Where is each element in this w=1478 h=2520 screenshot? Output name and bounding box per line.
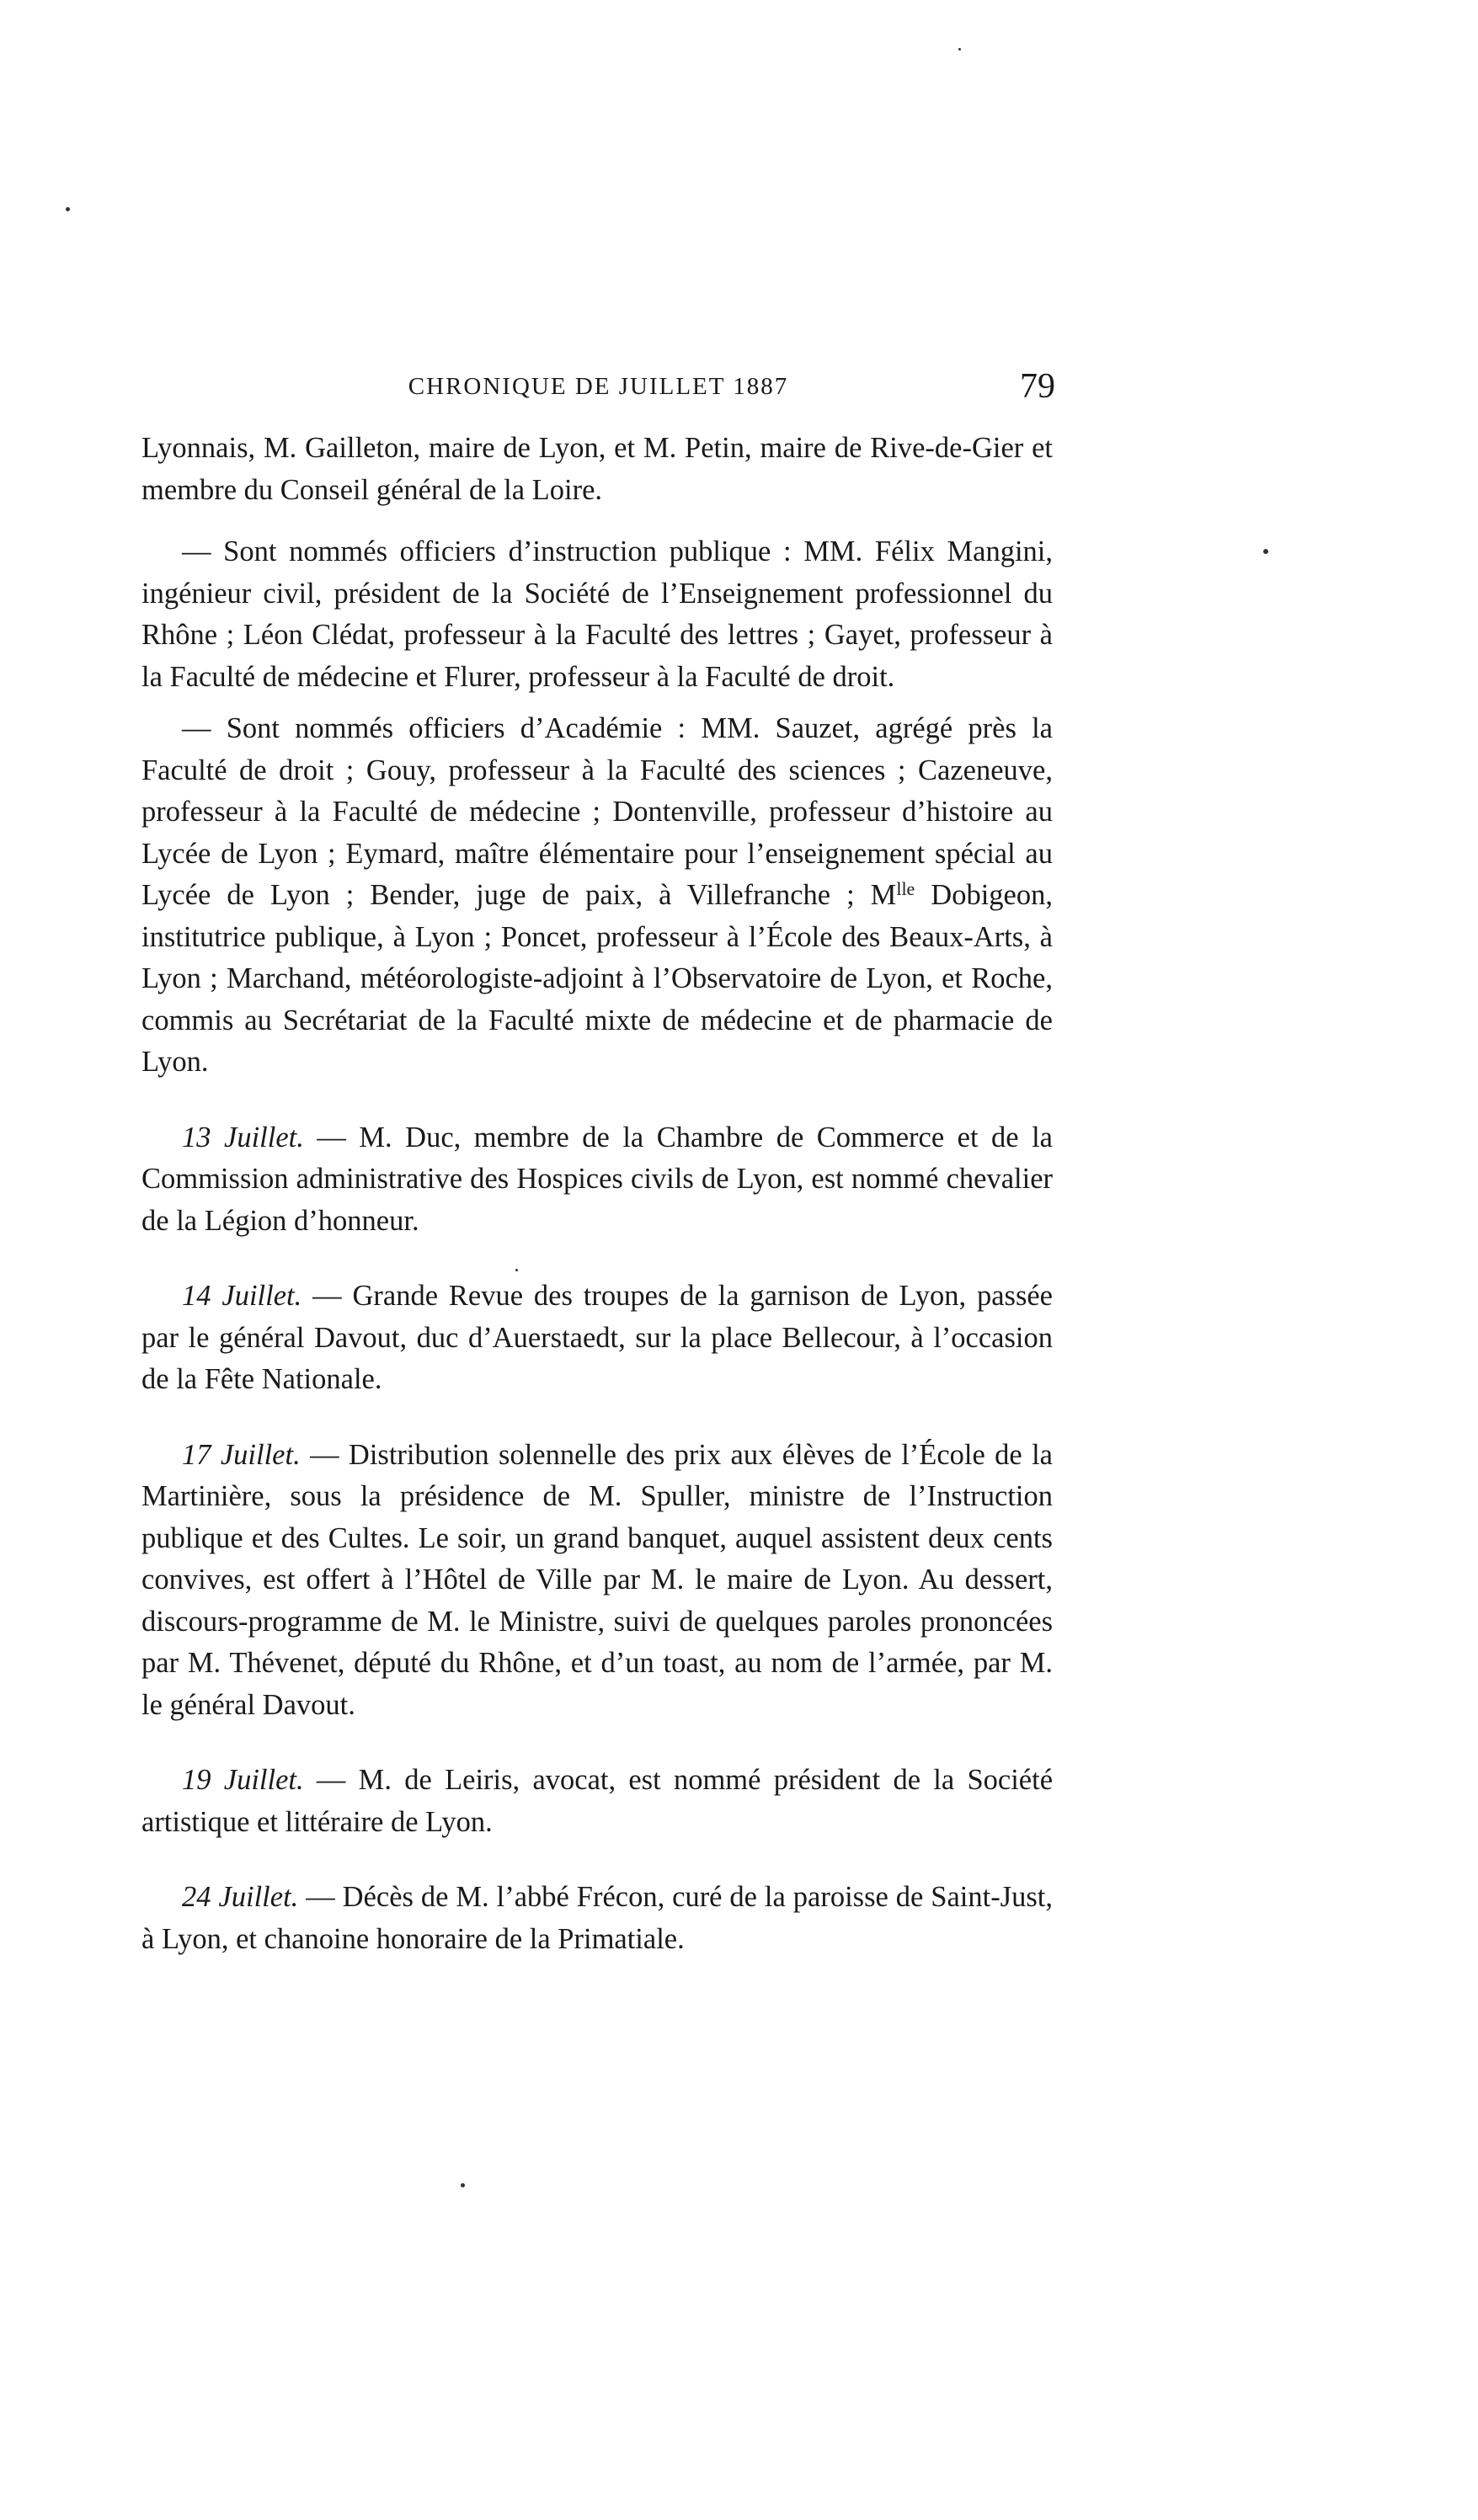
paragraph-officiers-academie <box>141 708 1053 1084</box>
paper-speck <box>515 1269 518 1271</box>
entry-date: 24 Juillet. <box>182 1881 299 1913</box>
paragraph-text: Lyonnais, M. Gailleton, maire de Lyon, et M. Petin, maire de Rive-de-Gier et membre du Conseil général de la Loire. <box>141 432 1053 506</box>
paper-speck <box>66 207 70 211</box>
entry-date: 19 Juillet. <box>182 1764 304 1796</box>
paragraph-text: Dobigeon, institutrice publique, à Lyon ; Poncet, professeur à l’École des Beaux-Arts, à Lyon ; Marchand, météorologiste-adjoint à l’Observatoire de Lyon, et Roche, commis au Secrétariat de la Faculté mixte de médecine et de pharmacie de Lyon. <box>141 879 1053 1078</box>
paragraph-text: — Sont nommés officiers d’instruction publique : MM. Félix Mangini, ingénieur civil, président de la Société de l’Enseignement professionnel du Rhône ; Léon Clédat, professeur à la Faculté des lettres ; Gayet, professeur à la Faculté de médecine et Flurer, professeur à la Faculté de droit. <box>141 535 1053 693</box>
page-number: 79 <box>1020 367 1055 406</box>
entry-date: 13 Juillet. <box>182 1121 304 1153</box>
paragraph-instruction-publique <box>141 531 1053 698</box>
paper-speck <box>1263 549 1268 554</box>
paragraph-continuation <box>141 428 1053 511</box>
entry-13-juillet <box>141 1117 1053 1243</box>
paper-speck <box>461 2183 465 2187</box>
entry-text: — M. de Leiris, avocat, est nommé président de la Société artistique et littéraire de Lyon. <box>141 1764 1054 1838</box>
entry-date: 17 Juillet. <box>182 1438 301 1471</box>
entry-text: — Distribution solennelle des prix aux élèves de l’École de la Martinière, sous la présidence de M. Spuller, ministre de l’Instruction publique et des Cultes. Le soir, un grand banquet, auquel assistent deux cents convives, est offert à l’Hôtel de Ville par M. le maire de Lyon. Au dessert, discours-programme de M. le Ministre, suivi de quelques paroles prononcées par M. Thévenet, député du Rhône, et d’un toast, au nom de l’armée, par M. le général Davout. <box>141 1438 1053 1721</box>
paper-speck <box>958 48 961 51</box>
page-header <box>141 366 1055 417</box>
entry-17-juillet <box>141 1435 1053 1727</box>
chronicle-body <box>141 428 1053 1960</box>
entry-14-juillet <box>141 1276 1053 1401</box>
superscript-lle: lle <box>896 878 915 899</box>
running-title: CHRONIQUE DE JUILLET 1887 <box>408 373 789 400</box>
entry-text: — Grande Revue des troupes de la garnison de Lyon, passée par le général Davout, duc d’Auerstaedt, sur la place Bellecour, à l’occasion de la Fête Nationale. <box>141 1280 1053 1395</box>
paragraph-text: — Sont nommés officiers d’Académie : MM. Sauzet, agrégé près la Faculté de droit ; Gouy, professeur à la Faculté des sciences ; Cazeneuve, professeur à la Faculté de médecine ; Dontenville, professeur d’histoire au Lycée de Lyon ; Eymard, maître élémentaire pour l’enseignement spécial au Lycée de Lyon ; Bender, juge de paix, à Villefranche ; M <box>141 712 1053 911</box>
entry-date: 14 Juillet. <box>182 1280 302 1312</box>
entry-19-juillet <box>141 1760 1053 1843</box>
entry-text: — Décès de M. l’abbé Frécon, curé de la paroisse de Saint-Just, à Lyon, et chanoine honoraire de la Primatiale. <box>141 1881 1053 1955</box>
entry-24-juillet <box>141 1877 1053 1960</box>
entry-text: — M. Duc, membre de la Chambre de Commerce et de la Commission administrative des Hospices civils de Lyon, est nommé chevalier de la Légion d’honneur. <box>141 1121 1053 1237</box>
